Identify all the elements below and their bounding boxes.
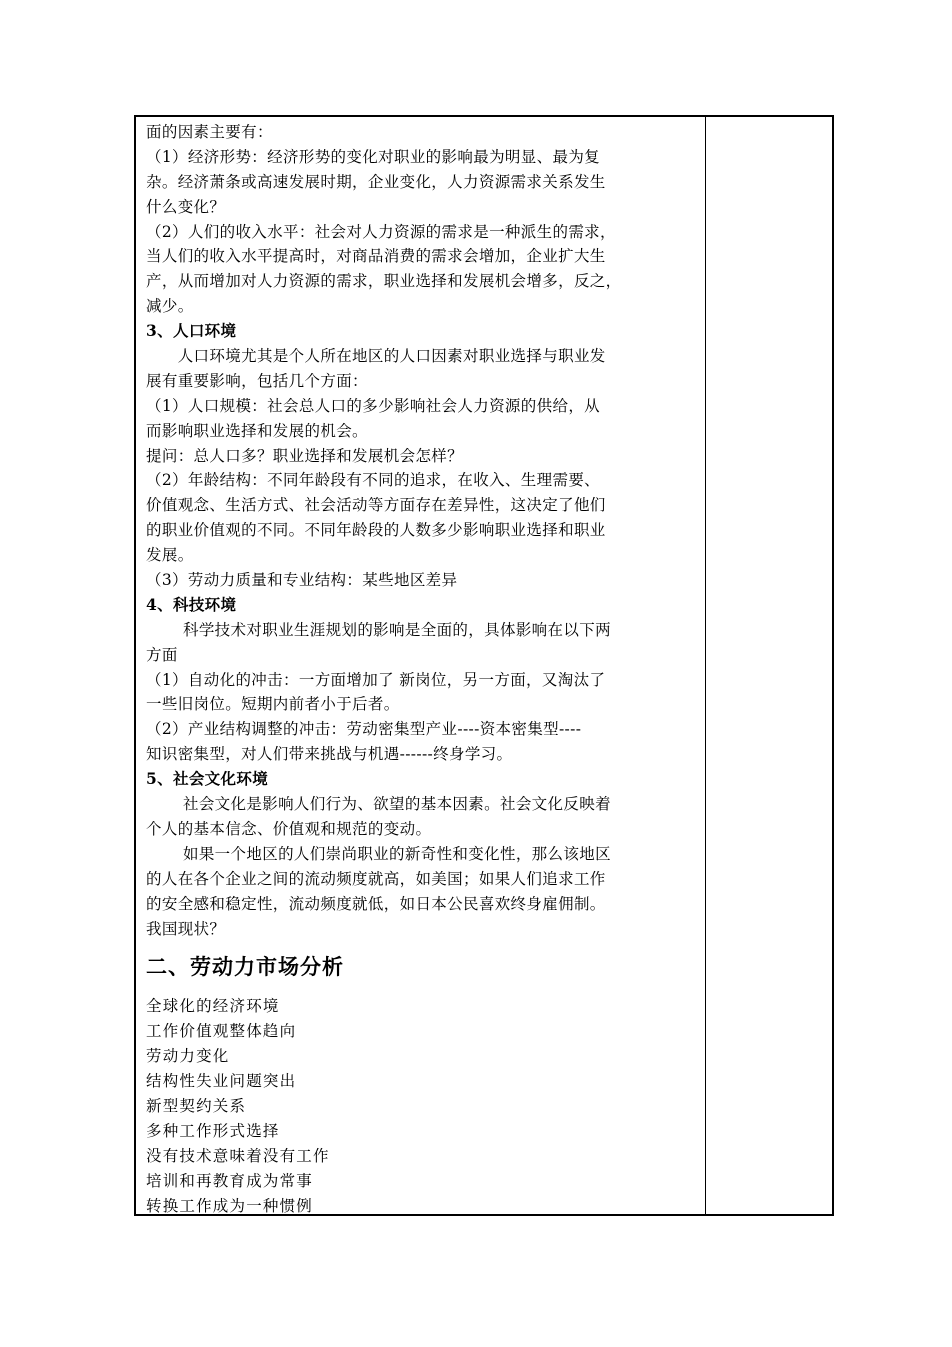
content-cell bbox=[146, 120, 699, 1218]
text-line: 杂。经济萧条或高速发展时期，企业变化，人力资源需求关系发生 bbox=[146, 172, 606, 191]
list-item: 新型契约关系 bbox=[146, 1096, 247, 1115]
subheading: 5、社会文化环境 bbox=[146, 769, 269, 789]
document-table bbox=[134, 115, 834, 1216]
column-divider bbox=[705, 117, 706, 1214]
text-line: 如果一个地区的人们崇尚职业的新奇性和变化性，那么该地区 bbox=[146, 844, 611, 863]
list-item: 全球化的经济环境 bbox=[146, 997, 280, 1016]
text-line: 产，从而增加对人力资源的需求，职业选择和发展机会增多，反之， bbox=[146, 272, 622, 291]
list-item: 劳动力变化 bbox=[146, 1047, 230, 1066]
text-line: （1）经济形势：经济形势的变化对职业的影响最为明显、最为复 bbox=[146, 147, 601, 166]
text-line: 我国现状？ bbox=[146, 919, 226, 938]
text-line: 社会文化是影响人们行为、欲望的基本因素。社会文化反映着 bbox=[146, 795, 611, 814]
list-item: 结构性失业问题突出 bbox=[146, 1072, 297, 1091]
text-line: 个人的基本信念、价值观和规范的变动。 bbox=[146, 819, 432, 838]
text-line: （1）自动化的冲击：一方面增加了 新岗位，另一方面，又淘汰了 bbox=[146, 670, 606, 689]
text-line: 什么变化？ bbox=[146, 197, 226, 216]
list-item: 多种工作形式选择 bbox=[146, 1121, 280, 1140]
text-line: 的人在各个企业之间的流动频度就高，如美国；如果人们追求工作 bbox=[146, 869, 606, 888]
list-item: 没有技术意味着没有工作 bbox=[146, 1146, 330, 1165]
text-line: 一些旧岗位。短期内前者小于后者。 bbox=[146, 695, 400, 714]
text-line: 展有重要影响，包括几个方面： bbox=[146, 371, 368, 390]
section-title: 二、劳动力市场分析 bbox=[146, 954, 344, 980]
text-line: 而影响职业选择和发展的机会。 bbox=[146, 421, 368, 440]
text-line: 减少。 bbox=[146, 297, 194, 316]
list-item: 转换工作成为一种惯例 bbox=[146, 1196, 314, 1215]
text-line: （3）劳动力质量和专业结构：某些地区差异 bbox=[146, 571, 458, 590]
subheading: 3、人口环境 bbox=[146, 321, 237, 341]
text-line: 面的因素主要有： bbox=[146, 123, 273, 141]
subheading: 4、科技环境 bbox=[146, 594, 237, 614]
text-line: 的安全感和稳定性，流动频度就低，如日本公民喜欢终身雇佣制。 bbox=[146, 894, 606, 913]
text-line: 知识密集型，对人们带来挑战与机遇------终身学习。 bbox=[146, 745, 513, 764]
text-line: 价值观念、生活方式、社会活动等方面存在差异性，这决定了他们 bbox=[146, 496, 606, 515]
list-item: 工作价值观整体趋向 bbox=[146, 1022, 297, 1041]
text-line: 人口环境尤其是个人所在地区的人口因素对职业选择与职业发 bbox=[146, 347, 606, 366]
text-line: （2）产业结构调整的冲击：劳动密集型产业----资本密集型---- bbox=[146, 720, 582, 739]
text-line: （2）人们的收入水平：社会对人力资源的需求是一种派生的需求， bbox=[146, 222, 616, 241]
text-line: （1）人口规模：社会总人口的多少影响社会人力资源的供给，从 bbox=[146, 396, 601, 415]
text-line: 科学技术对职业生涯规划的影响是全面的，具体影响在以下两 bbox=[146, 620, 611, 639]
text-line: 方面 bbox=[146, 645, 178, 664]
text-line: 当人们的收入水平提高时，对商品消费的需求会增加，企业扩大生 bbox=[146, 247, 606, 266]
text-line: 发展。 bbox=[146, 546, 194, 565]
text-line: 的职业价值观的不同。不同年龄段的人数多少影响职业选择和职业 bbox=[146, 521, 606, 540]
text-line: 提问：总人口多？职业选择和发展机会怎样？ bbox=[146, 446, 464, 465]
list-item: 培训和再教育成为常事 bbox=[146, 1171, 314, 1190]
text-line: （2）年龄结构：不同年龄段有不同的追求，在收入、生理需要、 bbox=[146, 471, 601, 490]
